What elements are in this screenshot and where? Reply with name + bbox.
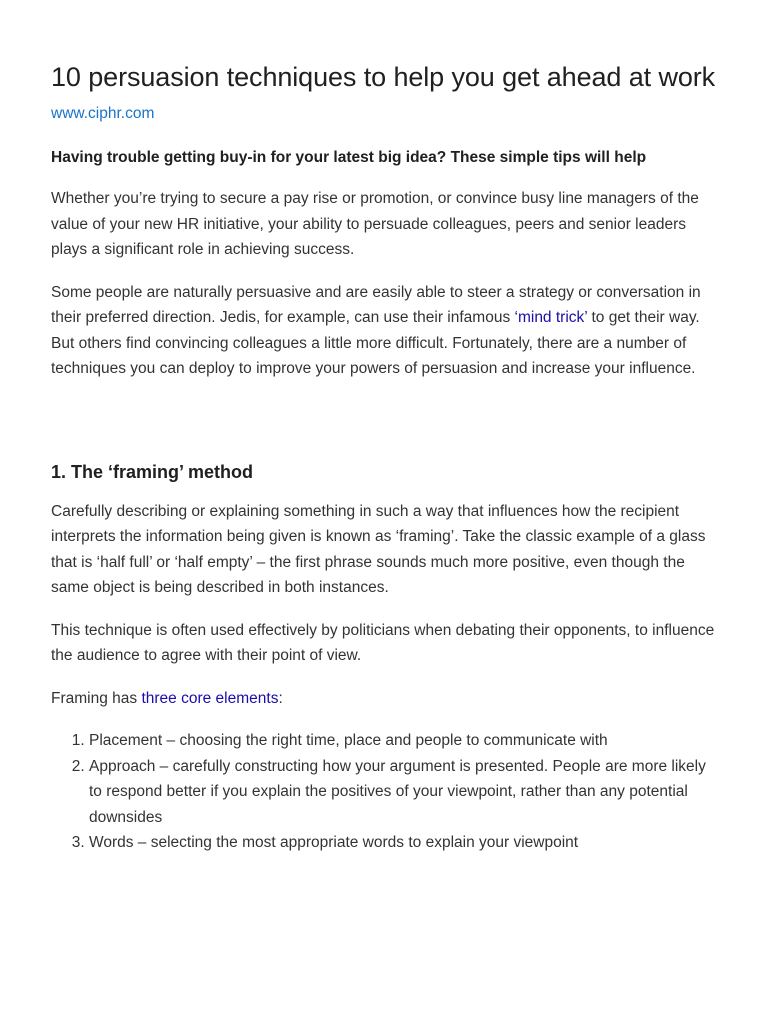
list-item-words: 3. Words – selecting the most appropriate words to explain your viewpoint — [89, 830, 718, 856]
core-elements-list — [51, 728, 718, 856]
intro-paragraph-2-text-end: to get their way. But others find convincing colleagues a little more difficult. Fortunately, there are a number of techniques you can deploy to improve your powers of persuasion and increase your influence. — [51, 309, 700, 377]
section-1-heading: 1. The ‘framing’ method — [51, 461, 254, 482]
list-item-approach: 2. Approach – carefully constructing how your argument is presented. People are more likely to respond better if you explain the positives of your viewpoint, rather than any potential downsides — [89, 754, 718, 831]
intro-paragraph-2-text-start: Some people are naturally persuasive and are easily able to steer a strategy or conversation in their preferred direction. Jedis, for example, can use their infamous — [51, 283, 701, 326]
section-1-paragraph-1: Carefully describing or explaining something in such a way that influences how the recipient interprets the information being given is known as ‘framing’. Take the classic example of a glass that is ‘half full’ or ‘half empty’ – the first phrase sounds much more positive, even though the same object is being described in both instances. — [51, 502, 706, 596]
section-1-paragraph-2: This technique is often used effectively by politicians when debating their opponents, to influence the audience to agree with their point of view. — [51, 621, 715, 664]
section-1-paragraph-3 — [51, 686, 718, 712]
section-1-paragraph-3-text-end: : — [278, 689, 283, 707]
intro-paragraph-2 — [51, 280, 718, 382]
list-item-placement: 1. Placement – choosing the right time, place and people to communicate with — [89, 728, 718, 754]
three-core-elements-link[interactable]: three core elements — [141, 689, 279, 707]
section-1-paragraph-3-text-start: Framing has — [51, 689, 142, 707]
article-title: 10 persuasion techniques to help you get ahead at work — [51, 62, 716, 92]
article-subtitle: Having trouble getting buy-in for your latest big idea? These simple tips will help — [51, 149, 647, 166]
mind-trick-link[interactable]: ‘mind trick’ — [514, 309, 588, 326]
intro-paragraph-1: Whether you’re trying to secure a pay rise or promotion, or convince busy line managers of the value of your new HR initiative, your ability to persuade colleagues, peers and senior leaders plays a significant role in achieving success. — [51, 190, 699, 258]
source-link[interactable]: www.ciphr.com — [51, 105, 155, 122]
